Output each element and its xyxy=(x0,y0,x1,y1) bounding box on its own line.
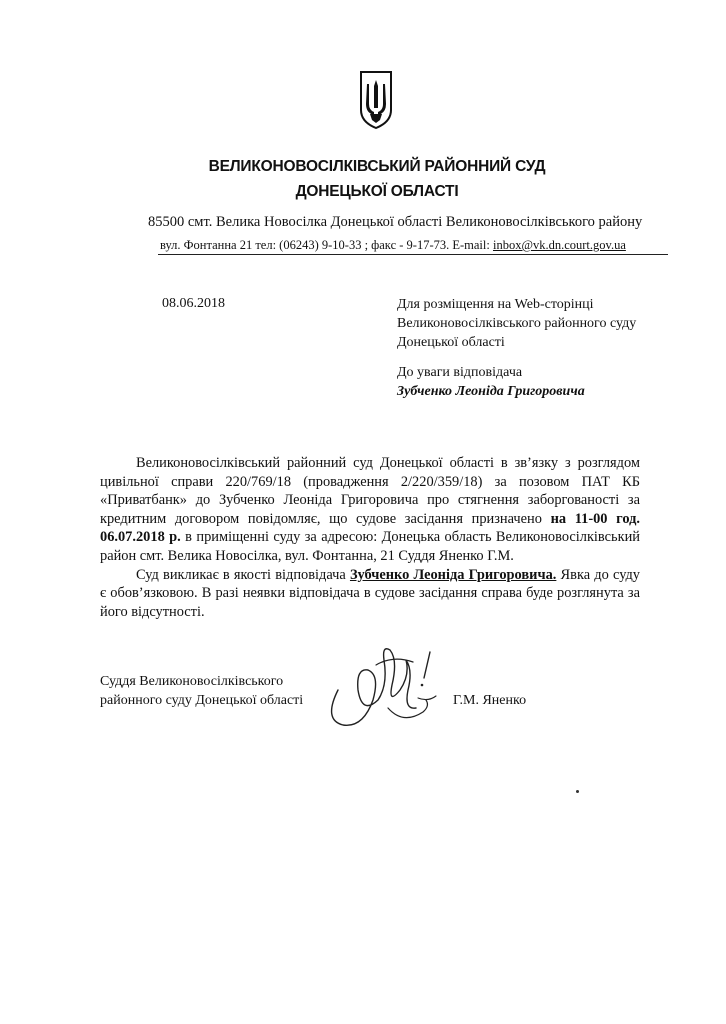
defendant-name-inline: Зубченко Леоніда Григоровича. xyxy=(349,566,557,583)
judge-position-line1: Суддя Великоновосілківського xyxy=(100,674,284,689)
court-address: 85500 смт. Велика Новосілка Донецької області Великоновосілківського району xyxy=(148,214,643,230)
notice-body xyxy=(100,454,640,621)
recipient-line3: Донецької області xyxy=(397,335,505,350)
court-name-line2: ДОНЕЦЬКОЇ ОБЛАСТІ xyxy=(295,183,459,200)
judge-position-line2: районного суду Донецької області xyxy=(100,693,304,708)
handwritten-signature-icon xyxy=(318,630,458,740)
document-date: 08.06.2018 xyxy=(162,296,225,311)
p1-text: Великоновосілківський районний суд Донецької області в зв’язку з розглядом цивільної справи 220/769/18 (провадження 2/220/359/18) за позовом ПАТ КБ «Приватбанк» до Зубченко Леоніда Григоровича про стягнення заборгованості за кредитним договором повідомляє, що судове засідання призначено xyxy=(100,455,640,527)
p2-rest: Явка до суду є обов’язковою. В разі неявки відповідача в судове засідання справа буде розглянута за його відсутності. xyxy=(100,566,641,620)
judge-name: Г.М. Яненко xyxy=(453,693,527,708)
scan-speck xyxy=(576,790,579,793)
email-link[interactable]: inbox@vk.dn.court.gov.ua xyxy=(492,238,626,252)
p2-text: Суд викликає в якості відповідача xyxy=(136,566,350,583)
court-contacts xyxy=(160,238,626,253)
p1-rest: в приміщенні суду за адресою: Донецька область Великоновосілківський район смт. Велика Новосілка, вул. Фонтанна, 21 Суддя Яненко Г.М. xyxy=(100,529,640,564)
notice-paragraph-1 xyxy=(100,454,640,566)
recipient-line2: Великоновосілківського районного суду xyxy=(397,316,637,331)
defendant-name: Зубченко Леоніда Григоровича xyxy=(397,384,585,399)
notice-paragraph-2 xyxy=(100,566,640,622)
trident-coat-of-arms-icon xyxy=(358,70,394,130)
attention-label: До уваги відповідача xyxy=(397,365,523,380)
hearing-datetime: на 11-00 год. 06.07.2018 р. xyxy=(100,510,640,546)
court-name-line1: ВЕЛИКОНОВОСІЛКІВСЬКИЙ РАЙОННИЙ СУД xyxy=(208,158,546,175)
header-divider xyxy=(158,254,668,255)
recipient-line1: Для розміщення на Web-сторінці xyxy=(397,297,594,312)
contacts-text: вул. Фонтанна 21 тел: (06243) 9-10-33 ; факс - 9-17-73. E-mail: xyxy=(160,238,493,252)
